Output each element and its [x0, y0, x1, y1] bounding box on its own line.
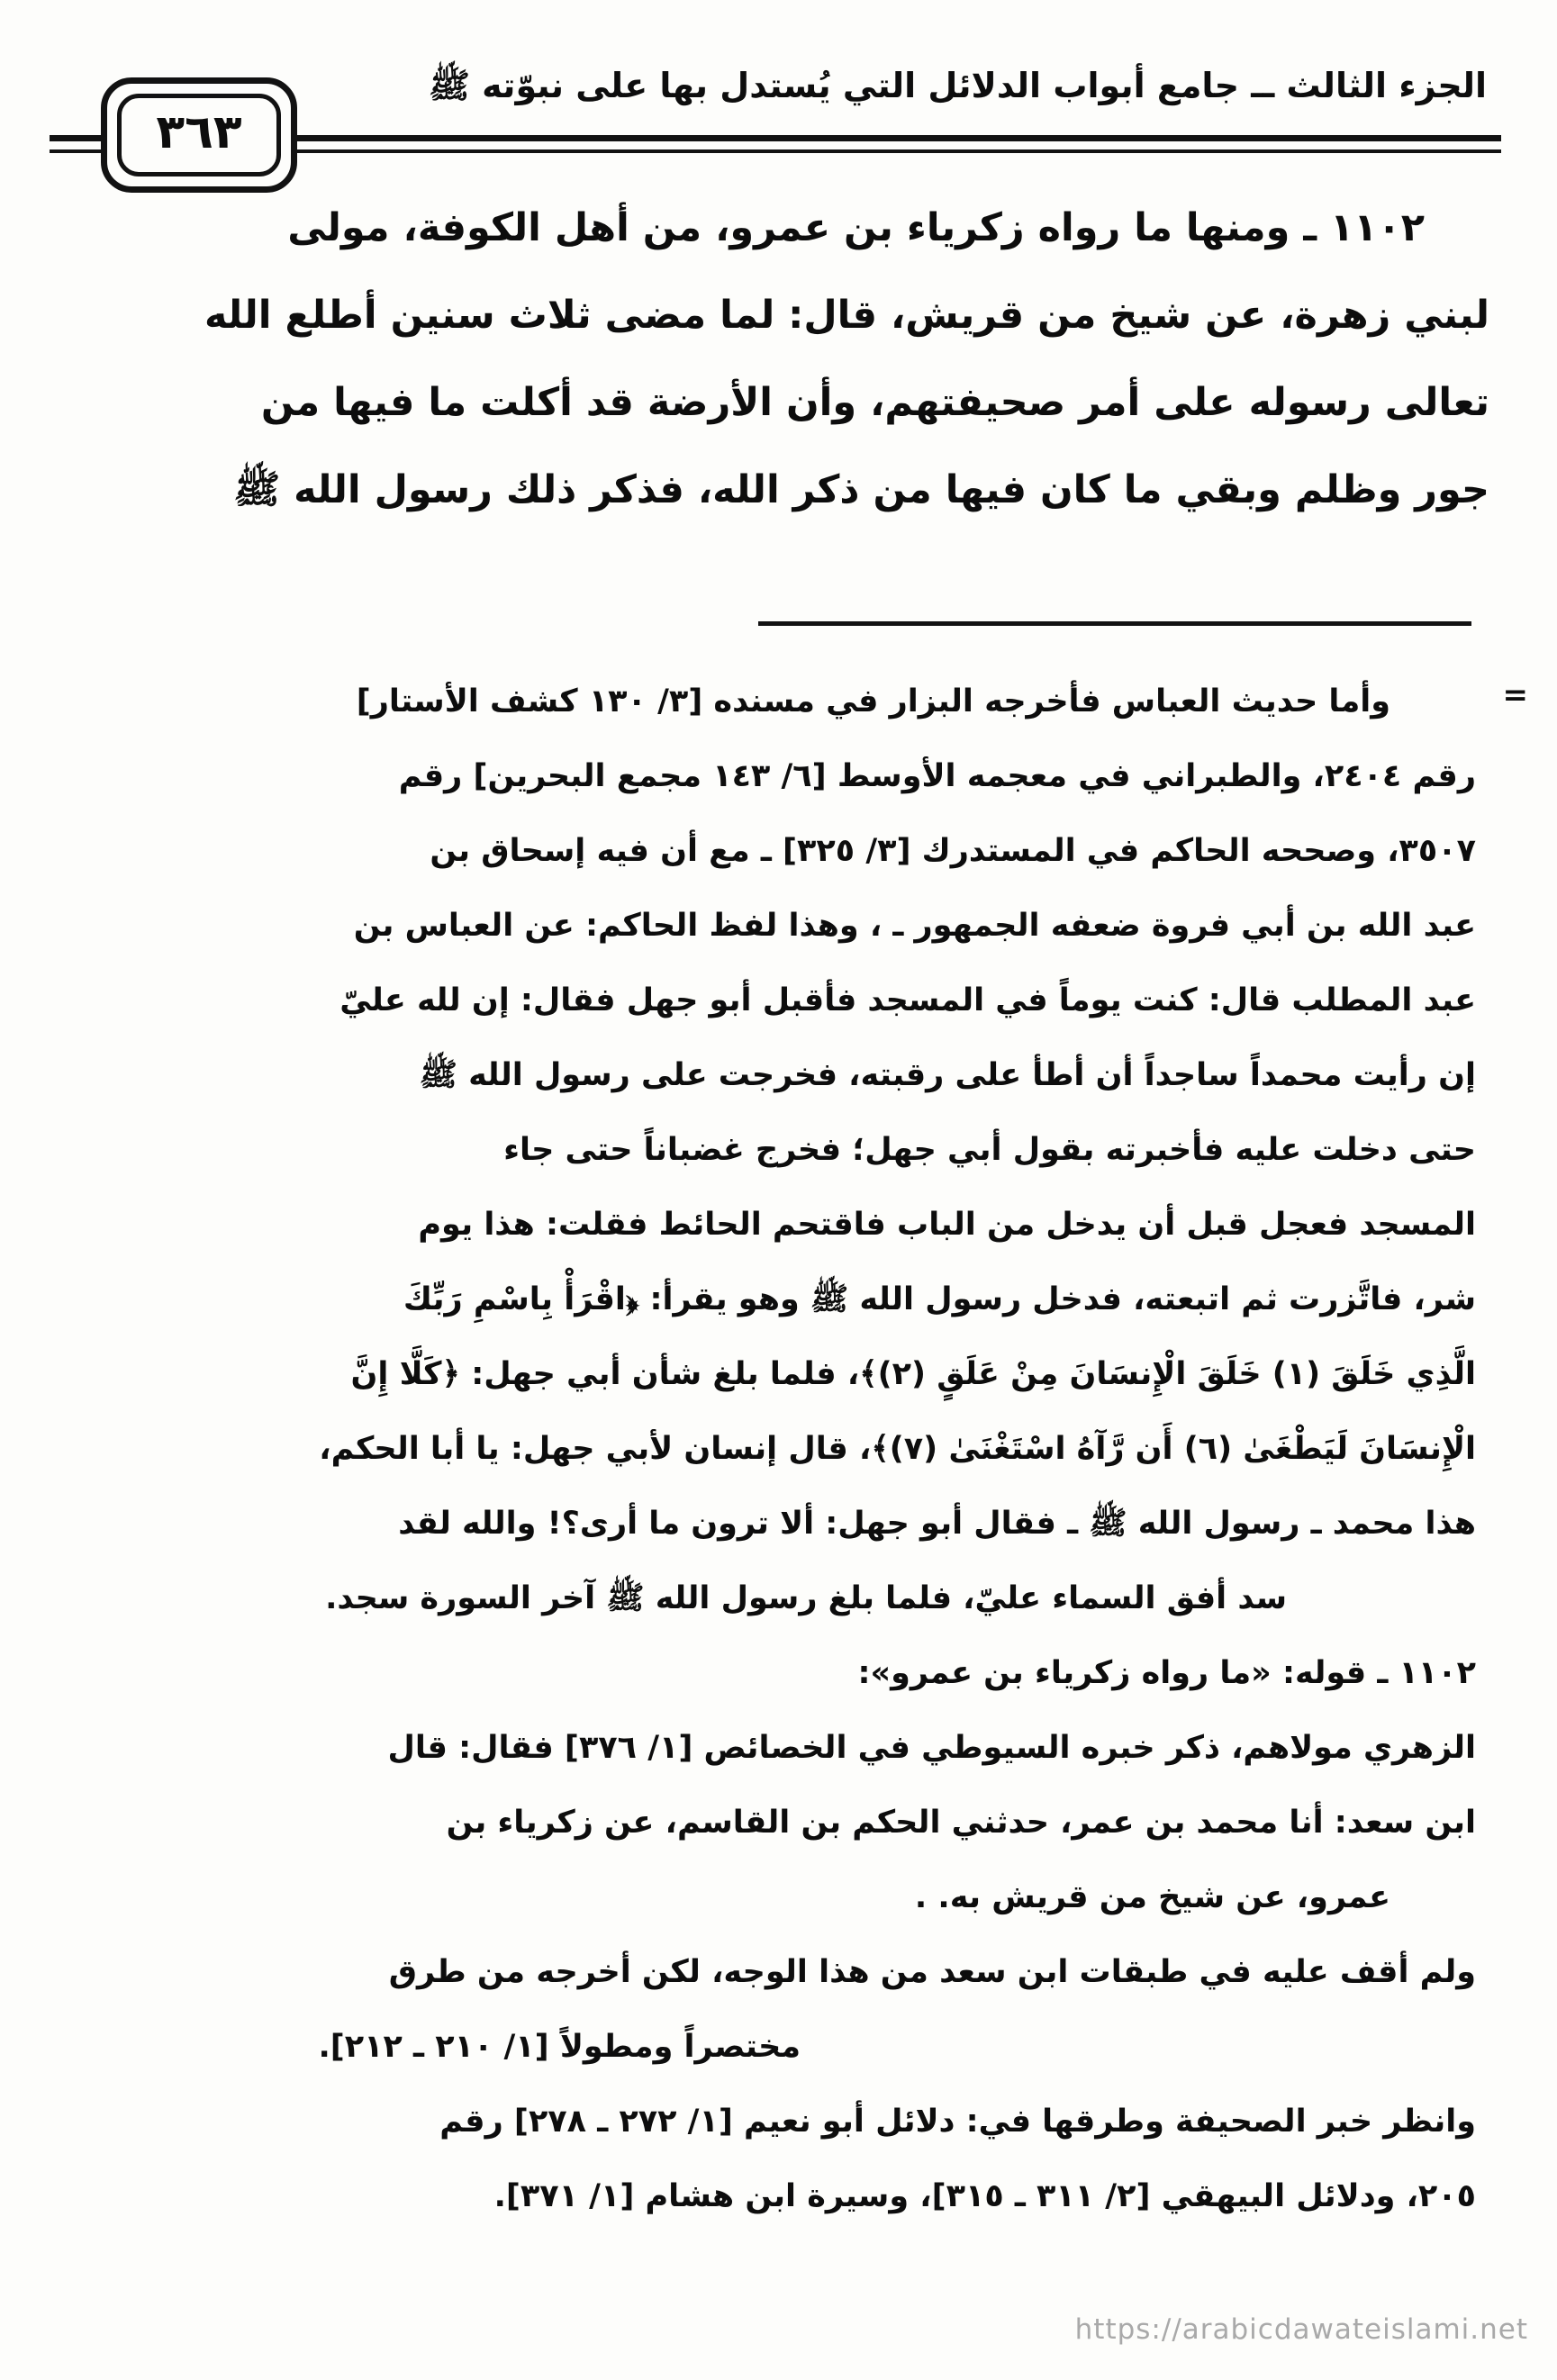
footnote-entry-heading: ١١٠٢ ـ قوله: «ما رواه زكرياء بن عمرو»:	[857, 1655, 1476, 1691]
footnotes-block	[77, 665, 1476, 2234]
footnote-line: ابن سعد: أنا محمد بن عمر، حدثني الحكم بن القاسم، عن زكرياء بن	[446, 1805, 1476, 1841]
footnote-line: حتى دخلت عليه فأخبرته بقول أبي جهل؛ فخرج غضباناً حتى جاء	[503, 1132, 1476, 1168]
page-number: ٣٦٣	[156, 105, 242, 159]
footnote-separator-rule	[758, 621, 1471, 626]
footnote-line: إن رأيت محمداً ساجداً أن أطأ على رقبته، فخرجت على رسول الله ﷺ	[419, 1057, 1476, 1093]
footnote-line: هذا محمد ـ رسول الله ﷺ ـ فقال أبو جهل: ألا ترون ما أرى؟! والله لقد	[398, 1506, 1476, 1542]
footnote-line: عبد المطلب قال: كنت يوماً في المسجد فأقبل أبو جهل فقال: إن لله عليّ	[339, 982, 1476, 1018]
footnote-quran-line: الَّذِي خَلَقَ (١) خَلَقَ الْإِنسَانَ مِنْ عَلَقٍ (٢)﴾، فلما بلغ شأن أبي جهل: ﴿كَلَّا إِنَّ	[350, 1356, 1476, 1392]
footnote-line: ٢٠٥، ودلائل البيهقي [٢/ ٣١١ ـ ٣١٥]، وسيرة ابن هشام [١/ ٣٧١].	[493, 2178, 1476, 2214]
footnote-quran-line: شر، فاتَّزرت ثم اتبعته، فدخل رسول الله ﷺ وهو يقرأ: ﴿اقْرَأْ بِاسْمِ رَبِّكَ	[403, 1281, 1476, 1317]
footnote-quran-line: الْإِنسَانَ لَيَطْغَىٰ (٦) أَن رَّآهُ اسْتَغْنَىٰ (٧)﴾، قال إنسان لأبي جهل: يا أبا الحكم،	[319, 1431, 1476, 1467]
footnote-line: مختصراً ومطولاً [١/ ٢١٠ ـ ٢١٢].	[318, 2029, 801, 2065]
footnote-line: ٣٥٠٧، وصححه الحاكم في المستدرك [٣/ ٣٢٥] ـ مع أن فيه إسحاق بن	[430, 833, 1476, 869]
text-line: ١١٠٢ ـ ومنها ما رواه زكرياء بن عمرو، من أهل الكوفة، مولى	[287, 205, 1425, 250]
main-text-block	[63, 185, 1489, 534]
text-line: جور وظلم وبقي ما كان فيها من ذكر الله، فذكر ذلك رسول الله ﷺ	[233, 467, 1489, 512]
footnote-line: ولم أقف عليه في طبقات ابن سعد من هذا الوجه، لكن أخرجه من طرق	[388, 1954, 1476, 1990]
footnote-line: المسجد فعجل قبل أن يدخل من الباب فاقتحم الحائط فقلت: هذا يوم	[418, 1207, 1476, 1243]
watermark-url: https://arabicdawateislami.net	[1074, 2313, 1528, 2346]
page-number-badge	[101, 77, 297, 193]
footnote-line: وأما حديث العباس فأخرجه البزار في مسنده [٣/ ١٣٠ كشف الأستار]	[356, 683, 1390, 719]
footnote-line: وانظر خبر الصحيفة وطرقها في: دلائل أبو نعيم [١/ ٢٧٢ ـ ٢٧٨] رقم	[439, 2104, 1476, 2140]
page-number-badge-inner	[117, 94, 281, 176]
footnote-line: عمرو، عن شيخ من قريش به. .	[914, 1879, 1390, 1915]
footnote-continuation-marker: =	[1502, 677, 1528, 713]
footnote-line: رقم ٢٤٠٤، والطبراني في معجمه الأوسط [٦/ ١٤٣ مجمع البحرين] رقم	[398, 758, 1476, 794]
text-line: لبني زهرة، عن شيخ من قريش، قال: لما مضى ثلاث سنين أطلع الله	[204, 293, 1489, 338]
footnote-line: عبد الله بن أبي فروة ضعفه الجمهور ـ ، وهذا لفظ الحاكم: عن العباس بن	[353, 908, 1476, 944]
text-line: تعالى رسوله على أمر صحيفتهم، وأن الأرضة قد أكلت ما فيها من	[260, 380, 1489, 425]
footnote-line: الزهري مولاهم، ذكر خبره السيوطي في الخصائص [١/ ٣٧٦] فقال: قال	[387, 1730, 1476, 1766]
page-header-title: الجزء الثالث ــ جامع أبواب الدلائل التي يُستدل بها على نبوّته ﷺ	[429, 66, 1487, 105]
footnote-line: سد أفق السماء عليّ، فلما بلغ رسول الله ﷺ آخر السورة سجد.	[325, 1580, 1287, 1616]
